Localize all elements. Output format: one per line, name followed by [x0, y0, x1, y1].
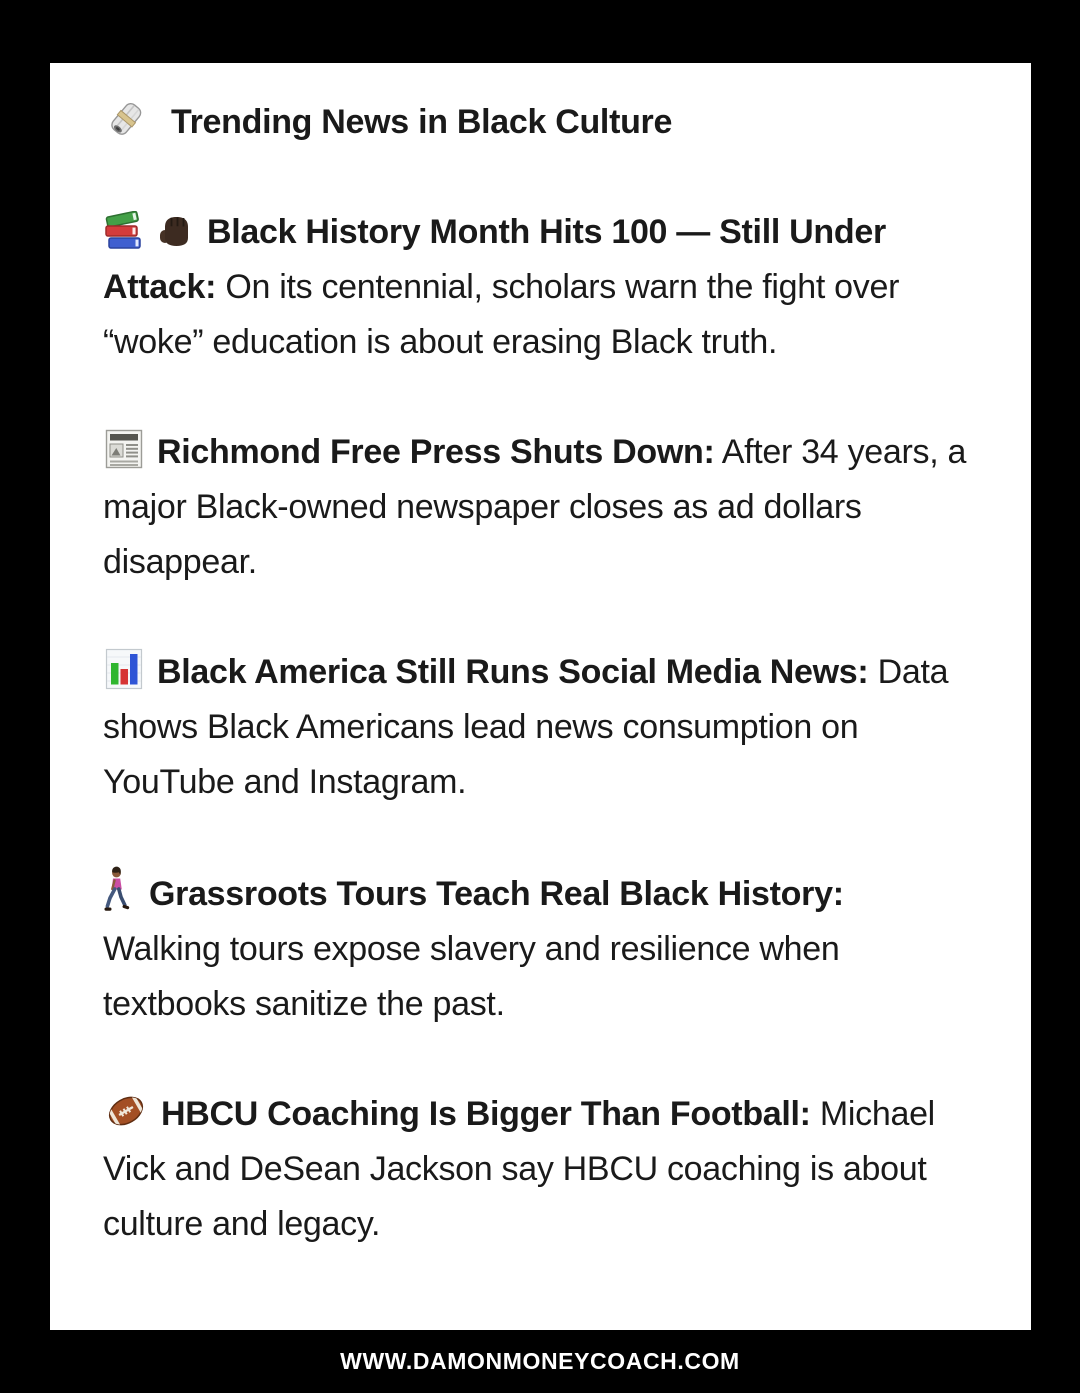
- page-title: [103, 95, 969, 150]
- news-item-title: Grassroots Tours Teach Real Black History:: [149, 875, 844, 913]
- bar-chart-icon: [103, 647, 145, 691]
- newspaper-icon: [103, 427, 145, 471]
- news-item-social-media: [103, 645, 969, 810]
- news-item-grassroots-tours: [103, 865, 969, 1032]
- books-icon: [103, 211, 145, 251]
- news-item-body: After 34 years, a major Black-owned newspaper closes as ad dollars disappear.: [103, 433, 967, 581]
- news-item-richmond-press: [103, 425, 969, 590]
- news-item-black-history: [103, 205, 969, 370]
- football-icon: [103, 1089, 149, 1133]
- rolled-newspaper-icon: [103, 97, 149, 143]
- news-item-body: On its centennial, scholars warn the fight over “woke” education is about erasing Black truth.: [103, 268, 900, 361]
- footer-url: WWW.DAMONMONEYCOACH.COM: [340, 1348, 740, 1374]
- news-item-title: HBCU Coaching Is Bigger Than Football:: [161, 1095, 811, 1133]
- news-item-title: Richmond Free Press Shuts Down:: [157, 433, 715, 471]
- news-item-hbcu-coaching: [103, 1087, 969, 1252]
- woman-walking-icon: [103, 865, 131, 913]
- news-item-title: Black History Month Hits 100 — Still Under Attack:: [103, 213, 886, 306]
- news-item-title: Black America Still Runs Social Media News:: [157, 653, 869, 691]
- news-item-body: Walking tours expose slavery and resilience when textbooks sanitize the past.: [103, 930, 840, 1023]
- news-item-body: Michael Vick and DeSean Jackson say HBCU coaching is about culture and legacy.: [103, 1095, 935, 1243]
- footer-bar: [0, 1330, 1080, 1393]
- page-title-text: Trending News in Black Culture: [171, 103, 673, 141]
- news-item-body: Data shows Black Americans lead news consumption on YouTube and Instagram.: [103, 653, 949, 801]
- raised-fist-icon: [157, 211, 195, 251]
- content-card: [50, 63, 1031, 1330]
